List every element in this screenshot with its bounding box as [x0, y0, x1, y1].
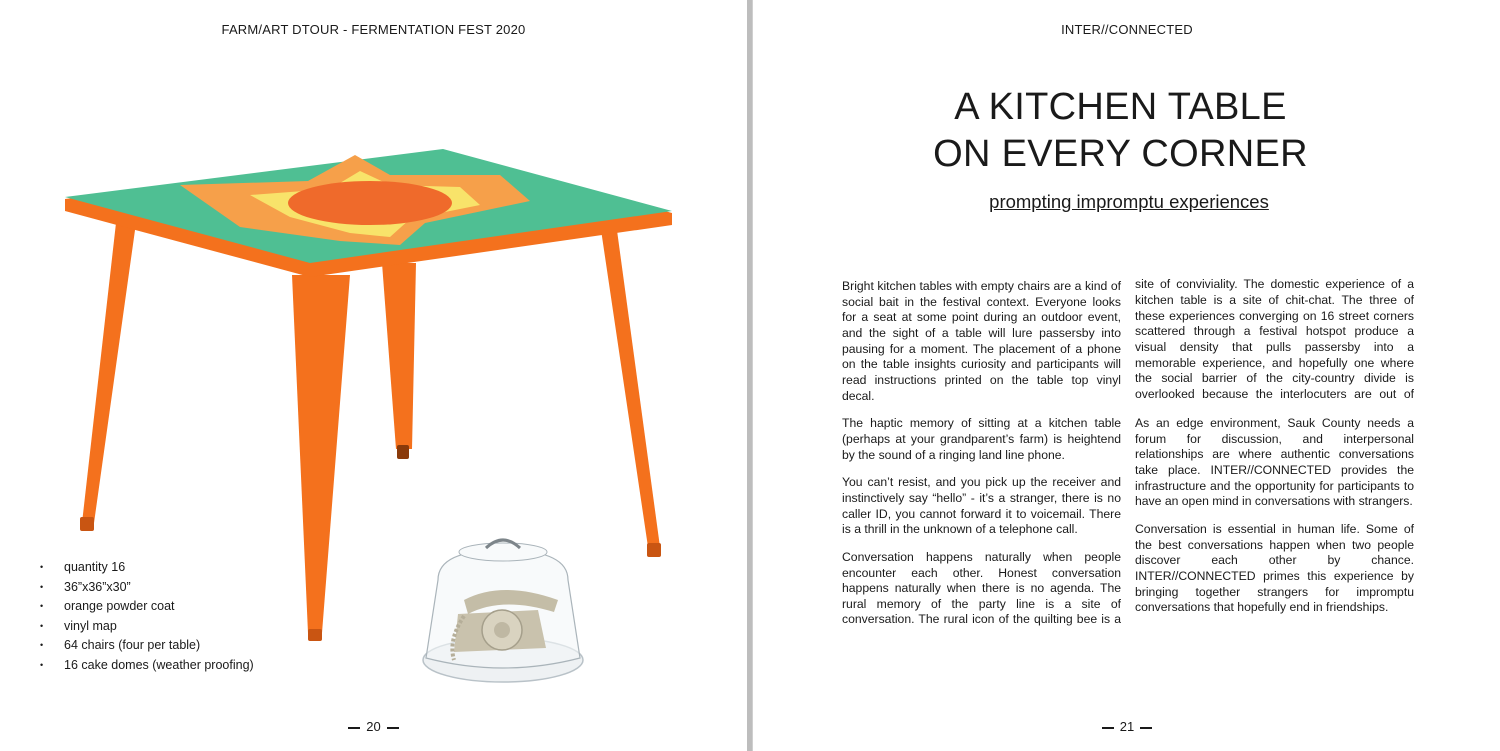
page-number-value: 21: [1119, 719, 1135, 734]
right-page: [752, 0, 1500, 751]
running-head-left: FARM/ART DTOUR - FERMENTATION FEST 2020: [221, 22, 526, 37]
page-title: [753, 84, 1488, 178]
spec-item: • vinyl map: [40, 617, 254, 637]
left-page: [0, 0, 748, 751]
paragraph-continued: [1135, 279, 1414, 404]
page-number-right: [753, 719, 1500, 734]
paragraph: Conversation happens naturally when people encounter each other. Honest conversation happens naturally when there is no agenda. The rural memory of the party line is a site of conversation. The rural icon of the quilting bee is a: [842, 549, 1121, 627]
spec-item: • 64 chairs (four per table): [40, 636, 254, 656]
paragraph: Conversation is essential in human life. Some of the best conversations happen when two people discover each other by chance. INTER//CONNECTED primes this experience by bringing together strangers for impromptu conversations that hopefully end in friendships.: [1135, 521, 1414, 615]
cake-dome-phone-image: [418, 530, 588, 690]
paragraph: The haptic memory of sitting at a kitchen table (perhaps at your grandparent’s farm) is heightend by the sound of a ringing land line phone.: [842, 416, 1121, 462]
paragraph: As an edge environment, Sauk County needs a forum for discussion, and interpersonal relationships are where authentic conversations take place. INTER//CONNECTED provides the infrastructure and the opportunity for participants to have an open mind in conversations with strangers.: [1135, 416, 1414, 509]
spec-item: • quantity 16: [40, 558, 254, 578]
spec-item: • 16 cake domes (weather proofing): [40, 656, 254, 676]
spec-list: [40, 558, 254, 676]
paragraph: Bright kitchen tables with empty chairs are a kind of social bait in the festival context. Everyone looks for a seat at some point during an outdoor event, and the sight of a table will lure passersby into pausing for a moment. The placement of a phone on the table insights curiosity and participants will read instructions printed on the table top vinyl decal.: [842, 279, 1121, 403]
running-head-right: INTER//CONNECTED: [1061, 22, 1193, 37]
text-column-1: [842, 279, 1121, 640]
spec-item: • orange powder coat: [40, 597, 254, 617]
spec-item: • 36”x36”x30”: [40, 578, 254, 598]
page-number-value: 20: [366, 719, 381, 734]
paragraph: You can’t resist, and you pick up the receiver and instinctively say “hello” - it’s a stranger, there is no caller ID, you cannot forward it to voicemail. There is a thrill in the unknown of a telephone call.: [842, 475, 1121, 537]
title-line-2: ON EVERY CORNER: [933, 133, 1308, 175]
page-subtitle: prompting impromptu experiences: [989, 191, 1269, 212]
page-number-left: [0, 719, 747, 734]
paragraph-continuation: site of conviviality. The domestic experience of a kitchen table is a site of chit-chat. The three of these experiences converging on 16 street corners scattered through a festival hotspot produce a visual density that pulls passersby into a memorable experience, and hopefully one where the social barrier of the city-country divide is overlooked because the interlocuters are out of: [1135, 279, 1414, 401]
title-line-1: A KITCHEN TABLE: [954, 86, 1287, 128]
text-column-2: [1135, 279, 1414, 628]
